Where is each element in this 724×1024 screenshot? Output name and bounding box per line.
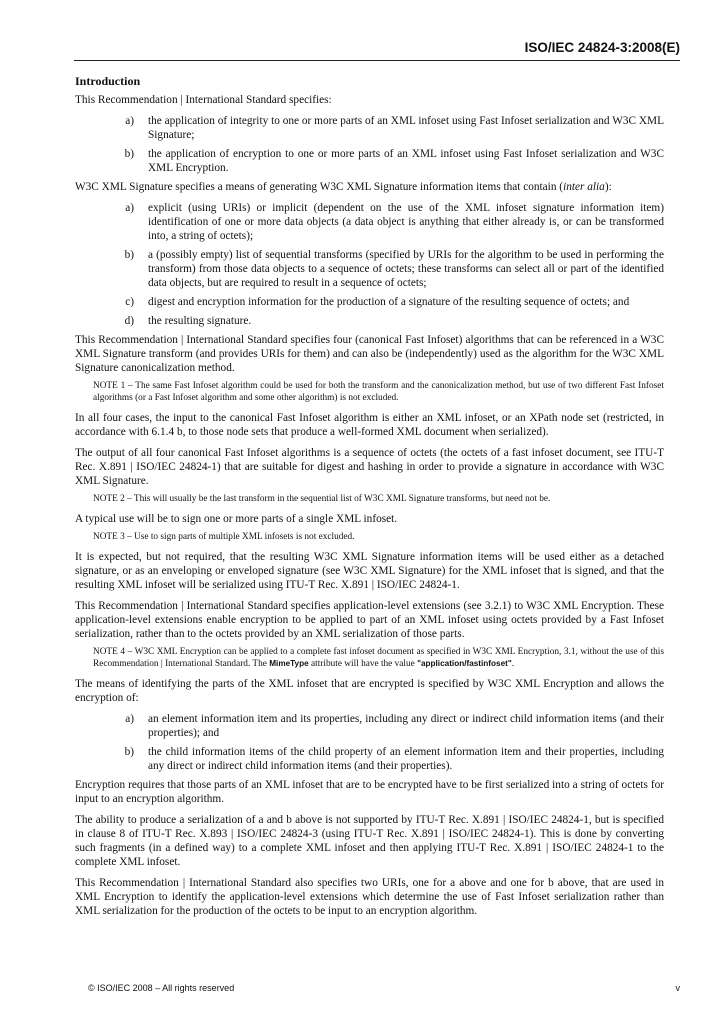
paragraph-2: W3C XML Signature specifies a means of generating W3C XML Signature information items that contain (inter alia):: [75, 181, 612, 193]
list-item-text: the application of encryption to one or more parts of an XML infoset using Fast Infoset serialization and W3C XML Encryption.: [148, 148, 664, 174]
list-1: [75, 114, 664, 175]
list-3: [75, 712, 664, 773]
paragraph-8: This Recommendation | International Standard specifies application-level extensions (see 3.2.1) to W3C XML Encryption. These application-level extensions enable encryption to be applied to part of an XML infoset using octets provided by a Fast Infoset serialization, rather than to the octets provided by an XML serialization of those parts.: [75, 600, 664, 640]
list-item: [75, 114, 664, 142]
paragraph-10: Encryption requires that those parts of an XML infoset that are to be encrypted have to be first serialized into a string of octets for input to an encryption algorithm.: [75, 779, 664, 805]
code-mimetype: MimeType: [269, 659, 309, 668]
note-3: NOTE 3 – Use to sign parts of multiple XML infosets is not excluded.: [93, 532, 355, 542]
list-item: [75, 248, 664, 290]
document-id: ISO/IEC 24824-3:2008(E): [524, 40, 680, 55]
list-item: [75, 314, 664, 328]
note-4: NOTE 4 – W3C XML Encryption can be applied to a complete fast infoset document as specified in W3C XML Encryption, 3.1, without the use of this Recommendation | International Standard. The MimeType attribute will have the value "application/fastinfoset".: [93, 647, 664, 669]
list-item-label: c): [125, 296, 134, 308]
paragraph-12: This Recommendation | International Standard also specifies two URIs, one for a above and one for b above, that are used in XML Encryption to identify the application-level extensions which determine the use of Fast Infoset serialization rather than XML serialization for the production of the octets to be input to an encryption algorithm.: [75, 877, 664, 917]
code-mime-value: "application/fastinfoset": [417, 659, 512, 668]
paragraph-3: This Recommendation | International Standard specifies four (canonical Fast Infoset) algorithms that can be referenced in a W3C XML Signature transform (and provides URIs for them) and can also be (independently) used as the algorithm for the W3C XML Signature canonicalization method.: [75, 334, 664, 374]
header-rule: [74, 60, 680, 61]
paragraph-4: In all four cases, the input to the canonical Fast Infoset algorithm is either an XML infoset, or an XPath node set (restricted, in accordance with 6.1.4 b, to those node sets that produce a well-formed XML document when serialized).: [75, 412, 664, 438]
list-item-text: the resulting signature.: [148, 315, 252, 327]
page-footer: [88, 983, 680, 993]
list-item-text: a (possibly empty) list of sequential transforms (specified by URIs for the algorithm to be used in performing the transform) from those data objects to a sequence of octets; these transforms can select all or part of the identified data objects, but are required to result in a sequence of octets;: [148, 249, 664, 289]
list-item-label: a): [125, 115, 134, 127]
list-item-label: a): [125, 202, 134, 214]
note-2: NOTE 2 – This will usually be the last transform in the sequential list of W3C XML Signature transforms, but need not be.: [93, 494, 551, 504]
document-body: [75, 74, 664, 925]
list-item: [75, 201, 664, 243]
paragraph-9: The means of identifying the parts of the XML infoset that are encrypted is specified by W3C XML Encryption and allows the encryption of:: [75, 678, 664, 704]
list-item-text: digest and encryption information for the production of a signature of the resulting sequence of octets; and: [148, 296, 630, 308]
emphasis: inter alia: [563, 181, 605, 193]
list-item-text: the application of integrity to one or more parts of an XML infoset using Fast Infoset serialization and W3C XML Signature;: [148, 115, 664, 141]
list-item-label: b): [124, 249, 134, 261]
list-item-label: b): [124, 746, 134, 758]
copyright: © ISO/IEC 2008 – All rights reserved: [88, 983, 235, 993]
list-item-label: a): [125, 713, 134, 725]
list-item-text: an element information item and its properties, including any direct or indirect child information items (and their properties); and: [148, 713, 664, 739]
paragraph-11: The ability to produce a serialization of a and b above is not supported by ITU-T Rec. X.891 | ISO/IEC 24824-1, but is specified in clause 8 of ITU-T Rec. X.893 | ISO/IEC 24824-3 (using ITU-T Rec. X.891 | ISO/IEC 24824-1). This is done by converting such fragments (in a defined way) to a complete XML infoset and then applying ITU-T Rec. X.891 | ISO/IEC 24824-1 to the complete XML infoset.: [75, 814, 664, 868]
paragraph-1: This Recommendation | International Standard specifies:: [75, 94, 332, 106]
list-item-label: b): [124, 148, 134, 160]
list-item-text: the child information items of the child property of an element information item and their properties, including any direct or indirect child information items (and their properties).: [148, 746, 664, 772]
list-2: [75, 201, 664, 328]
section-heading: Introduction: [75, 74, 141, 88]
paragraph-5: The output of all four canonical Fast Infoset algorithms is a sequence of octets (the octets of a fast infoset document, see ITU-T Rec. X.891 | ISO/IEC 24824-1) that are suitable for digest and hashing in order to provide a signature in accordance with W3C XML Signature.: [75, 447, 664, 487]
list-item-text: explicit (using URIs) or implicit (dependent on the use of the XML infoset signature information item) identification of one or more data objects (a data object is anything that either already is, or can be transformed into, a string of octets);: [148, 202, 664, 242]
list-item: [75, 745, 664, 773]
note-1: NOTE 1 – The same Fast Infoset algorithm could be used for both the transform and the canonicalization method, but use of two different Fast Infoset algorithms (or a Fast Infoset algorithm and some other algorithm) is not excluded.: [93, 381, 664, 403]
page-number: v: [675, 983, 680, 993]
list-item-label: d): [124, 315, 134, 327]
list-item: [75, 295, 664, 309]
paragraph-6: A typical use will be to sign one or more parts of a single XML infoset.: [75, 513, 398, 525]
list-item: [75, 712, 664, 740]
list-item: [75, 147, 664, 175]
paragraph-7: It is expected, but not required, that the resulting W3C XML Signature information items will be used either as a detached signature, or as an enveloping or enveloped signature (see W3C XML Signature) for the XML infoset that is signed, and that the resulting XML infoset will be serialized using ITU-T Rec. X.891 | ISO/IEC 24824-1.: [75, 551, 664, 591]
